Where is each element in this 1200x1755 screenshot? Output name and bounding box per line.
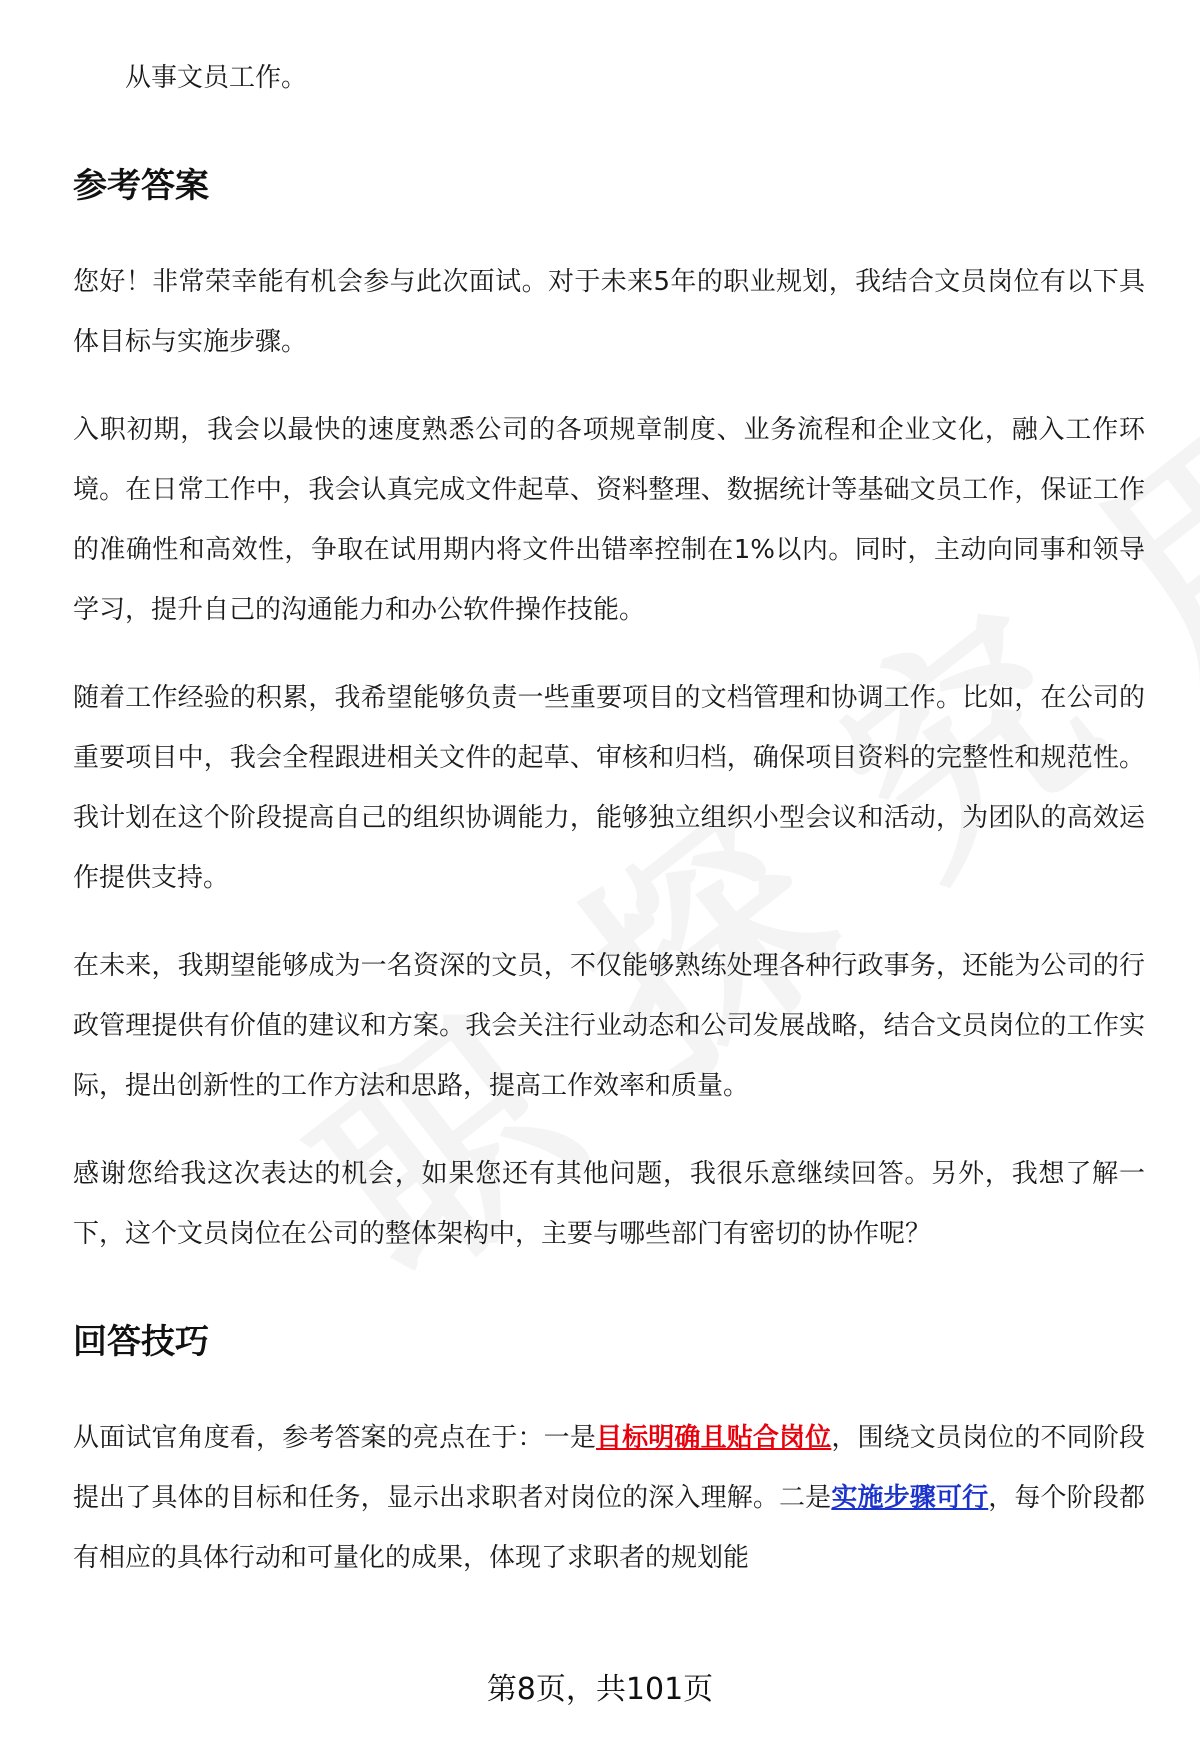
tips-text-part-3: ，每个阶段都有相应的具体行动和可量化的成果，体现了求职者的规划能 [73,1483,1145,1573]
answer-paragraph-5: 感谢您给我这次表达的机会，如果您还有其他问题，我很乐意继续回答。另外，我想了解一下，这个文员岗位在公司的整体架构中，主要与哪些部门有密切的协作呢？ [73,1159,1145,1249]
tips-text-part-1: 从面试官角度看，参考答案的亮点在于：一是 [73,1423,596,1453]
answer-paragraph-3: 随着工作经验的积累，我希望能够负责一些重要项目的文档管理和协调工作。比如，在公司的重要项目中，我会全程跟进相关文件的起草、审核和归档，确保项目资料的完整性和规范性。我计划在这个阶段提高自己的组织协调能力，能够独立组织小型会议和活动，为团队的高效运作提供支持。 [73,683,1145,893]
tips-text-part-2: ，围绕文员岗位的不同阶段提出了具体的目标和任务，显示出求职者对岗位的深入理解。二是 [73,1423,1145,1513]
answer-paragraph-4: 在未来，我期望能够成为一名资深的文员，不仅能够熟练处理各种行政事务，还能为公司的行政管理提供有价值的建议和方案。我会关注行业动态和公司发展战略，结合文员岗位的工作实际，提出创新性的工作方法和思路，提高工作效率和质量。 [73,951,1145,1101]
page-content [73,48,1145,1616]
continuation-line: 从事文员工作。 [125,63,308,93]
answer-paragraph-2: 入职初期，我会以最快的速度熟悉公司的各项规章制度、业务流程和企业文化，融入工作环境。在日常工作中，我会认真完成文件起草、资料整理、数据统计等基础文员工作，保证工作的准确性和高效性，争取在试用期内将文件出错率控制在1%以内。同时，主动向同事和领导学习，提升自己的沟通能力和办公软件操作技能。 [73,415,1145,625]
highlight-goal-clear: 目标明确且贴合岗位 [595,1423,832,1453]
highlight-steps-feasible: 实施步骤可行 [831,1483,989,1513]
section-heading-answer: 参考答案 [73,166,209,206]
tips-paragraph [73,1408,1145,1588]
section-heading-tips: 回答技巧 [73,1322,209,1362]
page-footer: 第8页，共101页 [486,1672,714,1707]
answer-paragraph-1: 您好！非常荣幸能有机会参与此次面试。对于未来5年的职业规划，我结合文员岗位有以下具体目标与实施步骤。 [73,267,1145,357]
